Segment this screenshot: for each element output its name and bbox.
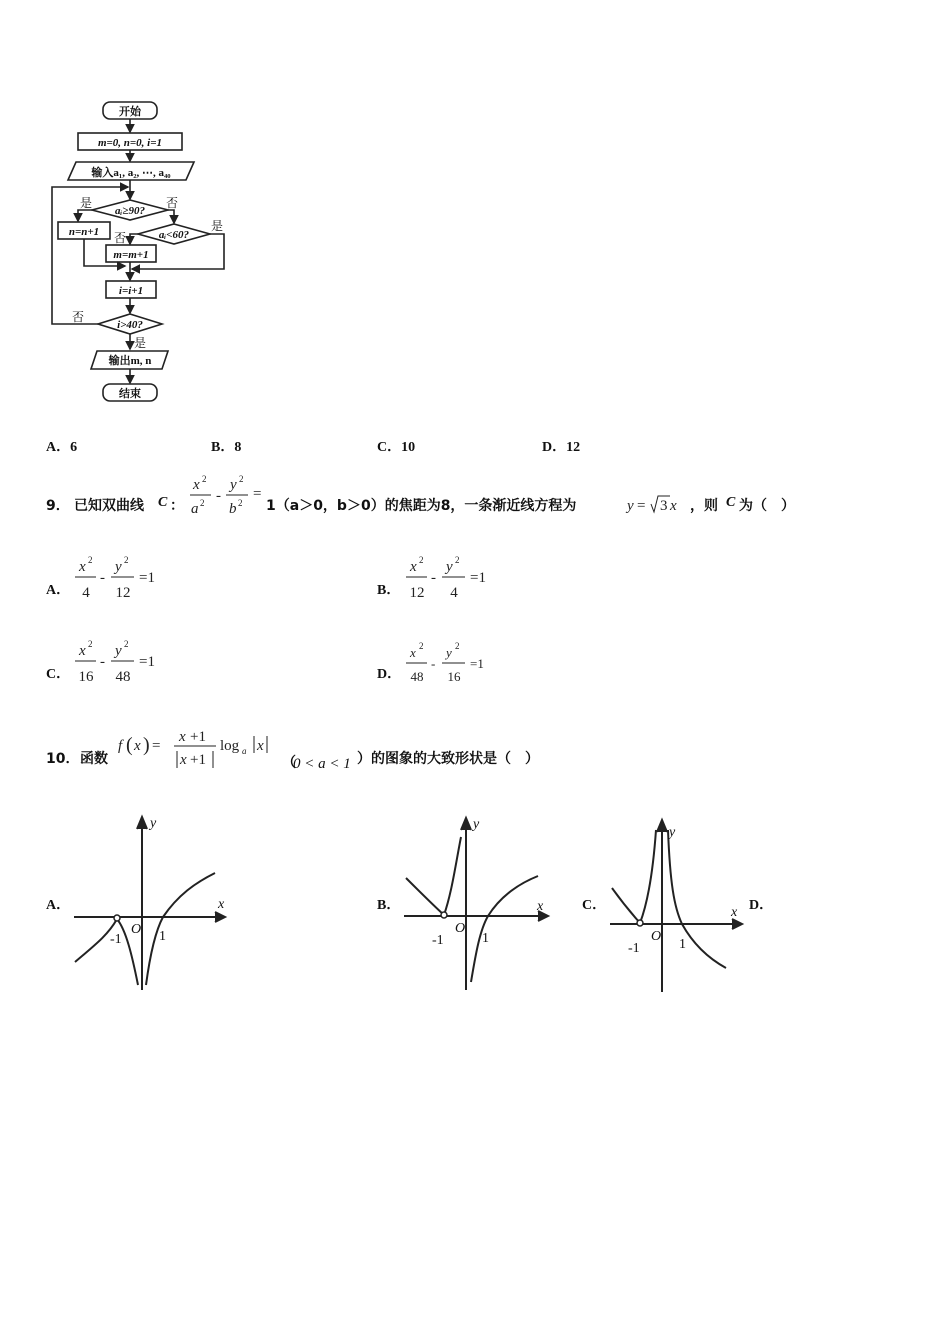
q10-graph-b-x-label: x [537,899,544,914]
svg-text:y: y [115,643,122,659]
flow-n-step-text: n=n+1 [68,226,100,238]
q9-curve: C [158,495,168,510]
svg-text:2: 2 [419,555,424,565]
svg-text:=: = [637,498,646,514]
svg-text:2: 2 [239,474,244,484]
q9-ask: 为（ ） [739,498,795,514]
svg-text:y: y [115,559,122,575]
q9-option-d-eq: =1 [470,656,484,671]
svg-text:f: f [118,738,123,754]
q10-graph-c [606,812,746,994]
svg-text:x: x [79,559,86,575]
q10-option-a[interactable]: A． [46,898,71,913]
svg-text:a: a [242,746,247,756]
svg-text:y: y [446,559,453,575]
q10-option-c[interactable]: C． [582,898,607,913]
q10-condition: 0 < a < 1 [293,756,351,772]
q10-graph-c-y-label: y [669,825,676,840]
svg-text:2: 2 [455,641,460,651]
q9-option-c-eq: =1 [139,654,155,670]
q10-function-formula [116,722,276,774]
flow-m-step-text: m=m+1 [113,249,149,261]
q10-graph-c-pos1: 1 [679,937,686,952]
q10-option-b[interactable]: B． [377,898,401,913]
q9-option-a-den2: 12 [115,585,131,601]
q9-number: 9． [46,498,70,514]
q9-curve-2: C [726,495,736,510]
flow-output-text: 输出m, n [108,355,152,367]
svg-text:-: - [100,654,105,670]
q10-graph-a-y-label: y [150,816,157,831]
q10-text-pre: 函数 [80,751,108,767]
q8-option-b[interactable]: B．8 [211,440,242,455]
q10-graph-b-neg1: -1 [432,933,444,948]
q10-graph-b-origin: O [455,921,466,936]
svg-text:=: = [152,738,161,754]
q9-text-post: ，则 [690,498,718,514]
svg-text:-: - [100,570,105,586]
q10-graph-a-pos1: 1 [159,929,166,944]
q9-option-a-label[interactable]: A． [46,583,71,598]
q10-graph-c-x-label: x [731,905,738,920]
q9-option-d-den1: 48 [410,669,424,684]
flow-cond2-text: aᵢ<60? [158,229,190,241]
flow-i-step-text: i=i+1 [118,285,144,297]
q10-graph-a-x-label: x [218,897,225,912]
q10-graph-b-pos1: 1 [482,931,489,946]
flow-yes-label-3: 是 [134,336,147,350]
q10-graph-c-origin: O [651,929,662,944]
svg-text:x: x [179,729,186,745]
q10-text-post: ）的图象的大致形状是（ ） [357,751,539,767]
svg-text:x: x [193,477,200,493]
q10-option-d[interactable]: D． [749,898,774,913]
svg-text:x: x [134,738,141,754]
q9-option-c-den2: 48 [115,669,131,685]
q10-number: 10． [46,751,80,767]
q9-option-a-formula[interactable] [72,553,172,603]
q9-asymptote-formula [625,490,691,518]
svg-text:3: 3 [660,498,668,514]
q10-paren-open: （ [282,755,296,771]
flow-yes-label-2: 是 [211,219,224,233]
q8-option-c[interactable]: C．10 [377,440,416,455]
svg-text:-: - [431,656,436,671]
q10-graph-a-neg1: -1 [110,932,122,947]
svg-text:2: 2 [419,641,424,651]
svg-text:2: 2 [88,639,93,649]
q9-option-c-den1: 16 [78,669,94,685]
q9-option-c-formula[interactable] [72,637,172,687]
q9-option-a-eq: =1 [139,570,155,586]
q9-option-c-label[interactable]: C． [46,667,71,682]
q9-option-d-den2: 16 [447,669,461,684]
q9-option-a-den1: 4 [82,585,90,601]
q10-graph-b-y-label: y [473,817,480,832]
q9-option-d-formula[interactable] [403,641,503,687]
svg-text:x: x [410,559,417,575]
svg-text:2: 2 [238,498,243,508]
flowchart [40,95,240,410]
flow-no-label-3: 否 [72,310,85,324]
flow-no-label-2: 否 [114,231,127,245]
svg-text:b: b [229,501,237,517]
q9-option-d-label[interactable]: D． [377,667,402,682]
svg-text:2: 2 [200,498,205,508]
svg-text:2: 2 [88,555,93,565]
q9-condition: 1（a＞0，b＞0）的焦距为8，一条渐近线方程为 [266,498,577,514]
svg-text:2: 2 [202,474,207,484]
q10-graph-a-origin: O [131,922,142,937]
flow-cond3-text: i>40? [117,319,143,331]
q10-graph-a [70,805,235,995]
svg-text:(: ( [126,734,133,756]
svg-text:x: x [257,738,264,754]
flow-end-text: 结束 [119,388,141,400]
svg-text:y: y [230,477,237,493]
q9-option-b-label[interactable]: B． [377,583,401,598]
svg-text:x: x [410,645,416,660]
svg-text:a: a [191,501,199,517]
svg-text:x: x [79,643,86,659]
q9-text-pre: 已知双曲线 [74,498,144,514]
svg-text:log: log [220,738,240,754]
svg-text:y: y [446,645,452,660]
q8-option-a[interactable]: A．6 [46,440,78,455]
flow-init-text: m=0, n=0, i=1 [97,137,163,149]
svg-text:x: x [180,752,187,768]
q9-hyperbola-formula [185,470,270,522]
q9-option-b-den2: 4 [450,585,458,601]
svg-text:-: - [431,570,436,586]
q9-option-b-den1: 12 [409,585,425,601]
svg-text:+1: +1 [190,729,206,745]
svg-text:y: y [627,498,634,514]
svg-text:): ) [143,734,150,756]
svg-text:x: x [670,498,677,514]
q10-graph-b [400,812,555,994]
q10-graph-c-neg1: -1 [628,941,640,956]
flow-input-text: 输入a₁, a₂, ⋯, a₄₀ [91,167,171,179]
svg-text:2: 2 [124,555,129,565]
q8-option-d[interactable]: D．12 [542,440,581,455]
svg-text:-: - [216,488,221,504]
svg-text:+1: +1 [190,752,206,768]
svg-text:=: = [253,486,262,502]
svg-text:2: 2 [124,639,129,649]
svg-text:2: 2 [455,555,460,565]
flow-yes-label-1: 是 [80,196,93,210]
flow-cond1-text: aᵢ≥90? [115,205,145,217]
q9-option-b-eq: =1 [470,570,486,586]
flow-no-label-1: 否 [166,196,179,210]
q9-colon: ： [170,498,184,514]
q9-option-b-formula[interactable] [403,553,503,603]
flow-start-text: 开始 [119,106,141,118]
